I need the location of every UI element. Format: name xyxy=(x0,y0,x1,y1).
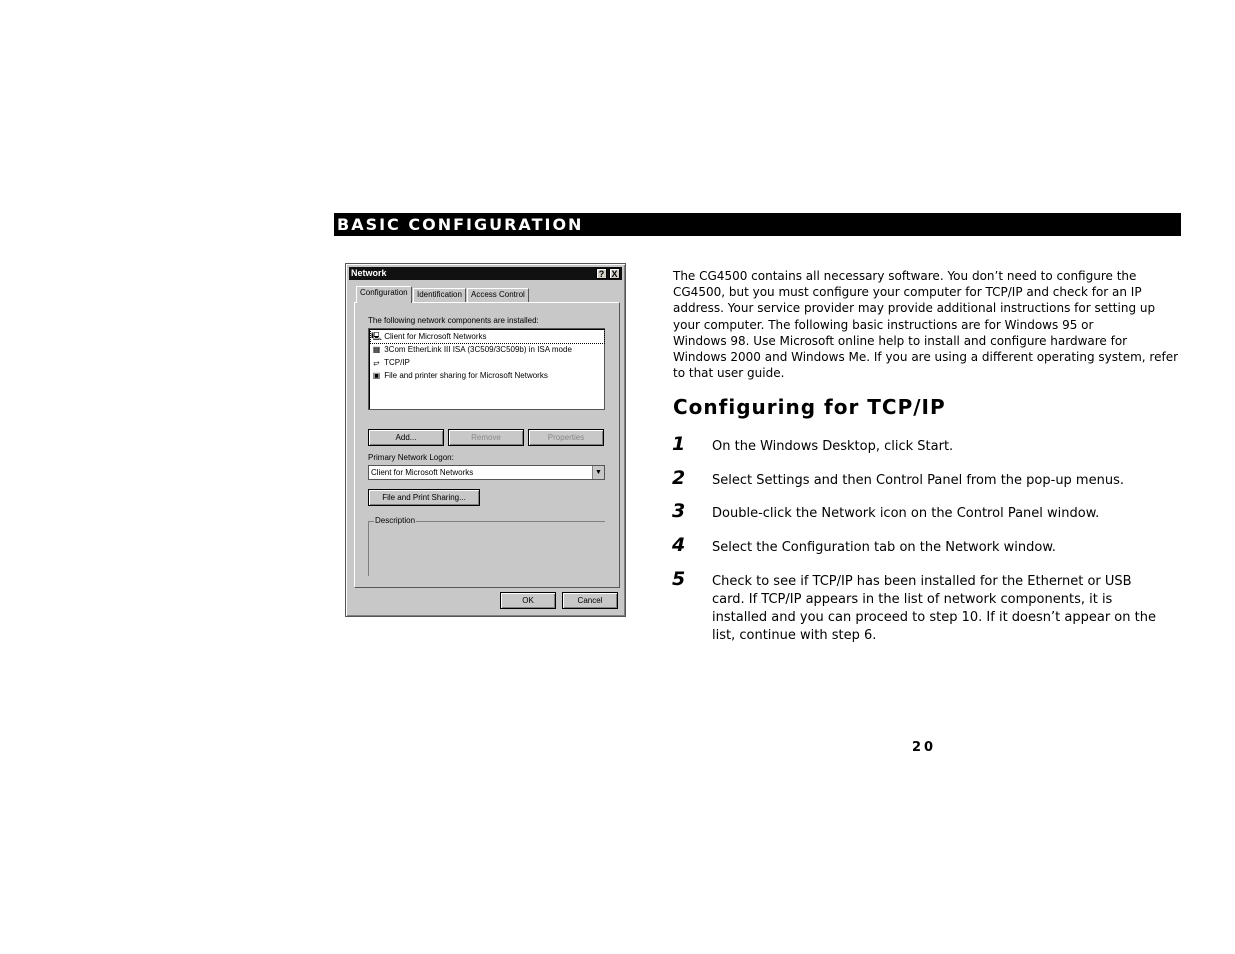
ok-button[interactable]: OK xyxy=(500,592,556,609)
step-number: 2 xyxy=(672,467,686,489)
step-number: 3 xyxy=(672,500,686,522)
network-dialog xyxy=(345,263,626,617)
components-list[interactable] xyxy=(368,328,605,410)
section-heading: Configuring for TCP/IP xyxy=(673,395,946,419)
dialog-titlebar xyxy=(349,267,622,280)
page-number: 20 xyxy=(912,740,937,755)
intro-line: Windows 98. Use Microsoft online help to install and configure hardware for xyxy=(673,333,1128,348)
list-item[interactable]: ▦ 3Com EtherLink III ISA (3C509/3C509b) in ISA mode xyxy=(372,345,572,354)
close-button[interactable]: X xyxy=(609,268,620,279)
step-number: 5 xyxy=(672,568,686,590)
dialog-title: Network xyxy=(351,268,387,278)
chevron-down-icon[interactable]: ▼ xyxy=(592,466,604,479)
intro-line: CG4500, but you must configure your computer for TCP/IP and check for an IP xyxy=(673,285,1142,300)
properties-button[interactable]: Properties xyxy=(528,429,604,446)
step-text: Double-click the Network icon on the Control Panel window. xyxy=(712,506,1100,521)
section-title-bar: BASIC CONFIGURATION xyxy=(334,213,1181,236)
description-group xyxy=(368,516,605,576)
add-button[interactable]: Add... xyxy=(368,429,444,446)
primary-logon-select[interactable] xyxy=(368,465,605,480)
tab-identification[interactable]: Identification xyxy=(413,288,466,302)
step-number: 4 xyxy=(672,534,686,556)
tab-access-control[interactable]: Access Control xyxy=(467,288,529,302)
protocol-icon: ⥂ xyxy=(373,358,380,367)
step-text: Select the Configuration tab on the Network window. xyxy=(712,540,1056,555)
network-adapter-icon: ▦ xyxy=(372,345,381,354)
primary-logon-value: Client for Microsoft Networks xyxy=(371,468,474,477)
description-label: Description xyxy=(375,516,416,525)
service-icon: ▣ xyxy=(372,371,381,380)
step-text: Check to see if TCP/IP has been installed for the Ethernet or USB card. If TCP/IP appears in the list of network components, it is installed and you can proceed to step 10. If it doesn’t appear on the list, continue with step 6. xyxy=(712,574,1156,643)
file-print-sharing-button[interactable]: File and Print Sharing... xyxy=(368,489,480,506)
intro-paragraph xyxy=(673,268,1179,381)
client-icon: 🖳︎ xyxy=(371,332,382,341)
list-item[interactable]: ▣ File and printer sharing for Microsoft Networks xyxy=(372,371,548,380)
list-item[interactable]: 🖳︎ Client for Microsoft Networks xyxy=(371,330,604,343)
help-button[interactable]: ? xyxy=(596,268,607,279)
tab-configuration[interactable]: Configuration xyxy=(356,286,412,303)
components-label: The following network components are installed: xyxy=(368,316,539,325)
step-text: On the Windows Desktop, click Start. xyxy=(712,439,954,454)
cancel-button[interactable]: Cancel xyxy=(562,592,618,609)
intro-line: address. Your service provider may provide additional instructions for setting up xyxy=(673,301,1156,316)
list-item[interactable]: ⥂ TCP/IP xyxy=(371,356,410,369)
intro-line: The CG4500 contains all necessary software. You don’t need to configure the xyxy=(673,269,1137,283)
intro-line: to that user guide. xyxy=(673,366,785,381)
primary-logon-label: Primary Network Logon: xyxy=(368,453,454,462)
step-text: Select Settings and then Control Panel from the pop-up menus. xyxy=(712,473,1124,488)
intro-line: Windows 2000 and Windows Me. If you are using a different operating system, refer xyxy=(673,350,1179,365)
configuration-panel xyxy=(354,302,620,588)
remove-button[interactable]: Remove xyxy=(448,429,524,446)
step-number: 1 xyxy=(672,433,686,455)
intro-line: your computer. The following basic instructions are for Windows 95 or xyxy=(673,317,1094,332)
